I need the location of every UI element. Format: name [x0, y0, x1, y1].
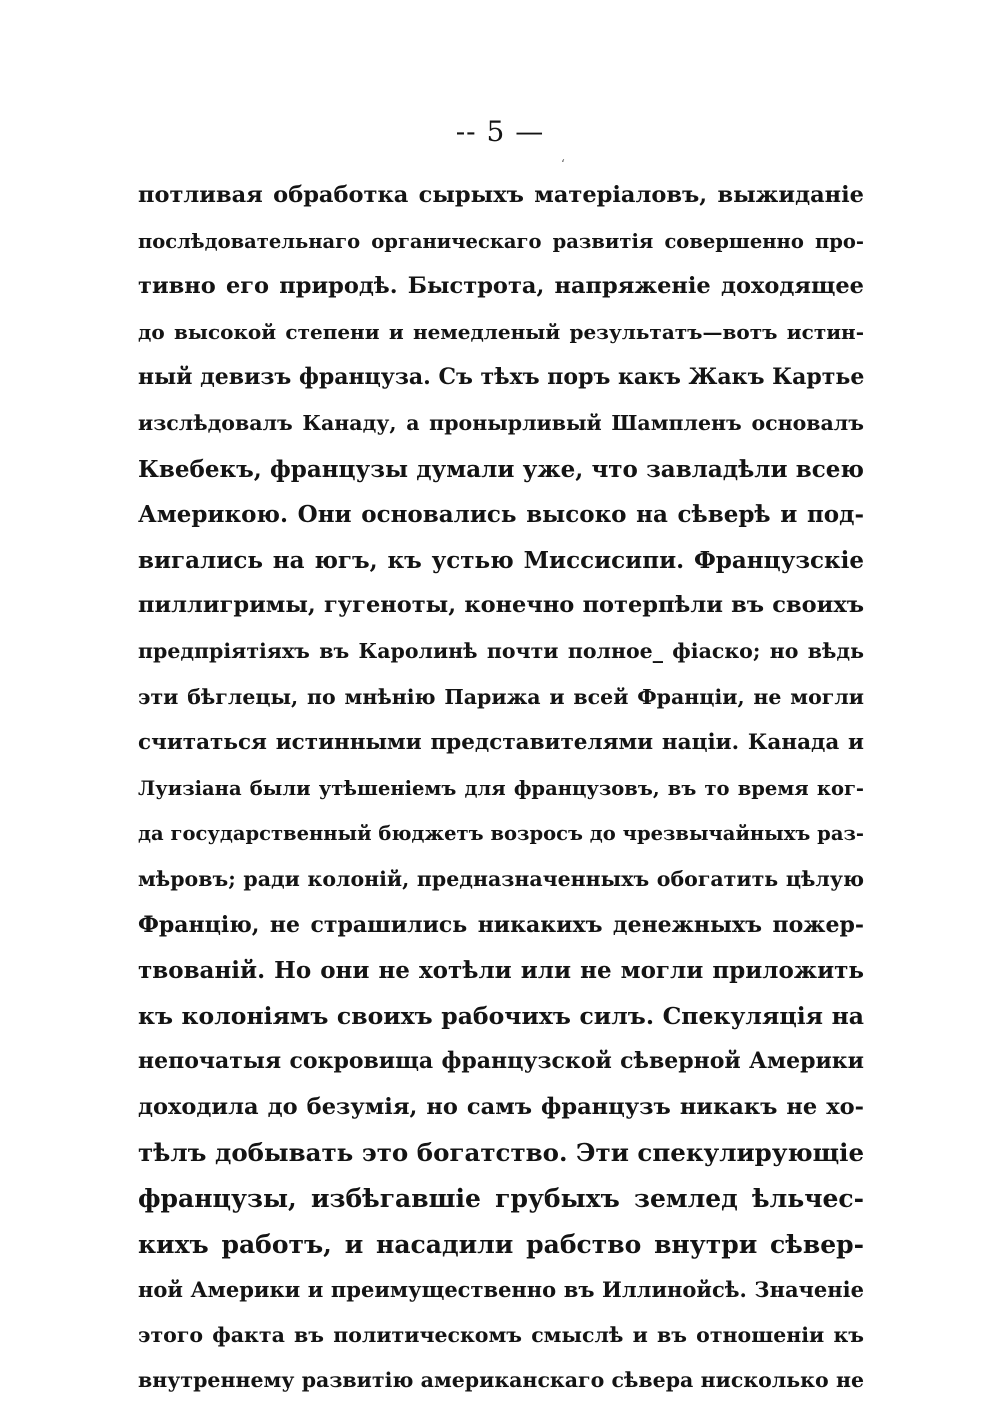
text-line: считаться истинными представителями націи. Канада и — [138, 730, 864, 756]
text-line: эти бѣглецы, по мнѣнію Парижа и всей Франціи, не могли — [138, 684, 864, 709]
text-line: Квебекъ, французы думали уже, что завладѣли всею — [138, 455, 864, 483]
text-line: предпріятіяхъ въ Каролинѣ почти полное_ фіаско; но вѣдь — [138, 638, 864, 663]
text-line: Америкою. Они основались высоко на сѣверѣ и под- — [138, 501, 864, 529]
text-line: непочатыя сокровища французской сѣверной Америки — [138, 1048, 864, 1075]
text-line: тѣлъ добывать это богатство. Эти спекулирующіе — [138, 1138, 864, 1168]
text-line: твованій. Но они не хотѣли или не могли приложить — [138, 957, 864, 985]
text-line: ной Америки и преимущественно въ Иллинойсѣ. Значеніе — [138, 1277, 864, 1303]
text-line: кихъ работъ, и насадили рабство внутри сѣвер- — [138, 1229, 864, 1259]
print-speck: ‘ — [561, 157, 565, 171]
text-line: доходила до безумія, но самъ французъ никакъ не хо- — [138, 1093, 864, 1120]
text-line: до высокой степени и немедленый результатъ—вотъ истин- — [138, 319, 864, 344]
text-line: ный девизъ француза. Съ тѣхъ поръ какъ Жакъ Картье — [138, 364, 864, 391]
text-line: Францію, не страшились никакихъ денежныхъ пожер- — [138, 911, 864, 938]
text-line: изслѣдовалъ Канаду, а пронырливый Шампленъ основалъ — [138, 410, 864, 435]
text-line: французы, избѣгавшіе грубыхъ землед ѣльчес- — [138, 1184, 864, 1214]
text-line: вигались на югъ, къ устью Миссисипи. Французскіе — [138, 546, 864, 574]
text-line: пиллигримы, гугеноты, конечно потерпѣли въ своихъ — [138, 592, 864, 619]
text-line: внутреннему развитію американскаго сѣвера нисколько не — [138, 1368, 864, 1393]
body-text — [138, 173, 864, 1404]
text-line: Луизіана были утѣшеніемъ для французовъ, въ то время ког- — [138, 776, 864, 800]
text-line: мѣровъ; ради колоній, предназначенныхъ обогатить цѣлую — [138, 866, 864, 891]
text-line: послѣдовательнаго органическаго развитія совершенно про- — [138, 229, 864, 253]
text-line: тивно его природѣ. Быстрота, напряженіе доходящее — [138, 273, 864, 300]
text-line: да государственный бюджетъ возросъ до чрезвычайныхъ раз- — [138, 822, 864, 846]
text-line: потливая обработка сырыхъ матеріаловъ, выжиданіе — [138, 182, 864, 208]
page-number: -- 5 — — [455, 115, 545, 148]
text-line: къ колоніямъ своихъ рабочихъ силъ. Спекуляція на — [138, 1001, 864, 1030]
text-line: этого факта въ политическомъ смыслѣ и въ отношеніи къ — [138, 1322, 864, 1347]
